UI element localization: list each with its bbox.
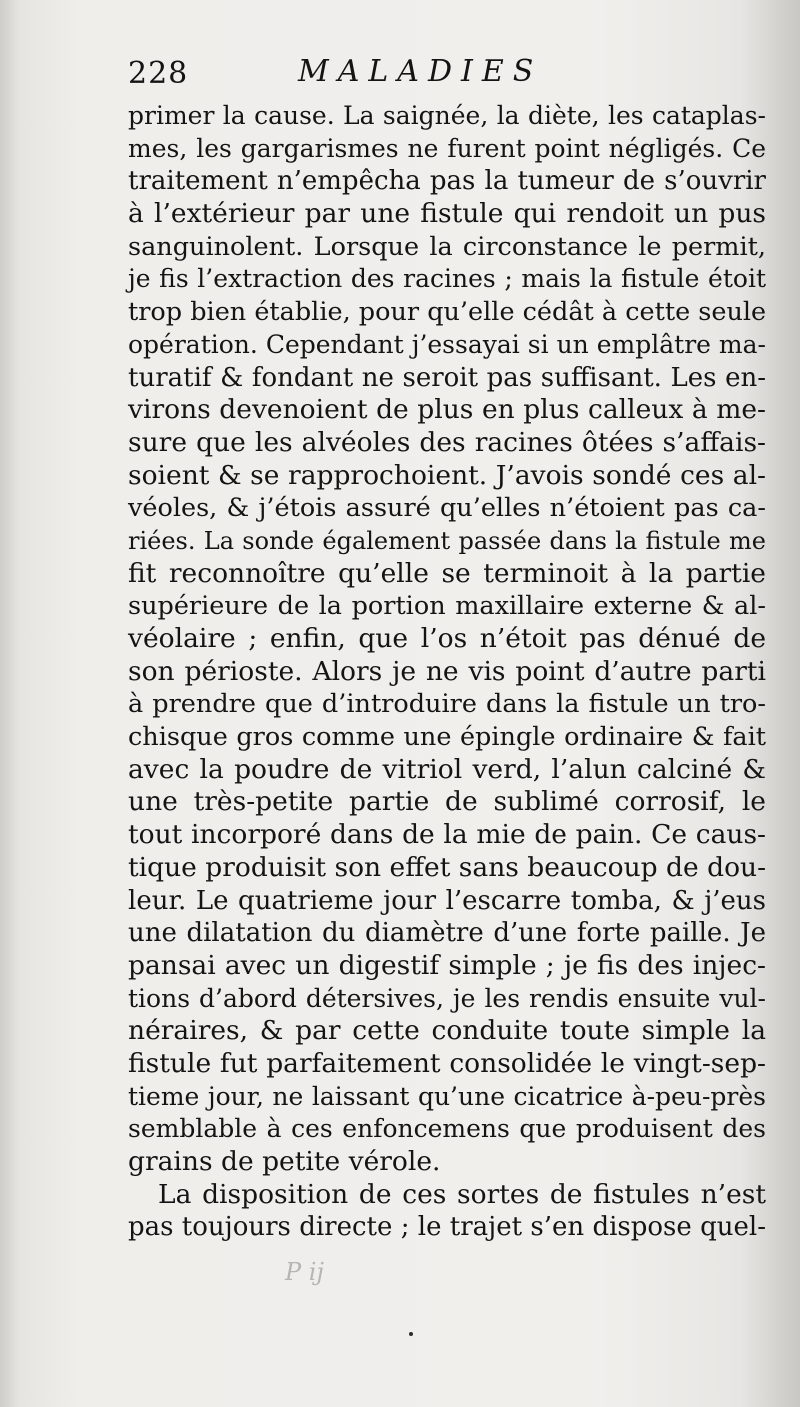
text-line: avec la poudre de vitriol verd, l’alun calciné & [128, 753, 766, 785]
text-line: turatif & fondant ne seroit pas suffisant. Les en- [128, 362, 766, 393]
text-line: tieme jour, ne laissant qu’une cicatrice à-peu-près [128, 1081, 766, 1111]
text-line: une très-petite partie de sublimé corrosif, le [128, 786, 766, 818]
text-line: fit reconnoître qu’elle se terminoit à la partie [128, 557, 766, 589]
text-line: primer la cause. La saignée, la diète, les cataplas- [128, 101, 766, 130]
text-line: pas toujours directe ; le trajet s’en dispose quel- [128, 1212, 766, 1243]
text-line: supérieure de la portion maxillaire externe & al- [128, 591, 766, 622]
text-line: à prendre que d’introduire dans la fistule un tro- [128, 689, 766, 720]
text-line: à l’extérieur par une fistule qui rendoit un pus [128, 198, 766, 230]
text-line: opération. Cependant j’essayai si un emplâtre ma- [128, 329, 766, 359]
text-line: fistule fut parfaitement consolidée le vingt-sep- [128, 1047, 766, 1079]
text-line: pansai avec un digestif simple ; je fis des injec- [128, 949, 766, 981]
text-line: véolaire ; enfin, que l’os n’étoit pas dénué de [128, 623, 766, 654]
text-line: sure que les alvéoles des racines ôtées s’affais- [128, 426, 766, 458]
page-number: 228 [128, 56, 189, 91]
text-line: tout incorporé dans de la mie de pain. Ce caus- [128, 819, 766, 851]
text-line: riées. La sonde également passée dans la fistule me [128, 526, 766, 555]
text-line: je fis l’extraction des racines ; mais la fistule étoit [128, 264, 766, 294]
text-line: tique produisit son effet sans beaucoup de dou- [128, 851, 767, 883]
running-head: MALADIES [298, 54, 543, 89]
text-line: sanguinolent. Lorsque la circonstance le permit, [128, 231, 766, 262]
text-line: traitement n’empêcha pas la tumeur de s’ouvrir [128, 166, 766, 197]
ink-speck [409, 1332, 413, 1336]
page-header [128, 52, 768, 98]
paragraph-end-line: grains de petite vérole. [128, 1146, 441, 1177]
text-line: néraires, & par cette conduite toute simple la [128, 1015, 766, 1047]
text-line: une dilatation du diamètre d’une forte paille. Je [128, 918, 766, 949]
text-line: leur. Le quatrieme jour l’escarre tomba, & j’eus [128, 885, 766, 916]
text-line: véoles, & j’étois assuré qu’elles n’étoient pas ca- [128, 493, 766, 524]
text-line: son périoste. Alors je ne vis point d’autre parti [128, 655, 766, 687]
text-line: mes, les gargarismes ne furent point négligés. Ce [128, 133, 766, 163]
body-text [128, 100, 766, 1244]
text-line: semblable à ces enfoncemens que produisent des [128, 1114, 766, 1144]
text-line: chisque gros comme une épingle ordinaire & fait [128, 722, 766, 753]
printer-signature: P ij [285, 1258, 324, 1286]
text-line: tions d’abord détersives, je les rendis ensuite vul- [128, 983, 766, 1013]
text-line: virons devenoient de plus en plus calleux à me- [128, 394, 766, 426]
text-line: soient & se rapprochoient. J’avois sondé ces al- [128, 459, 766, 491]
paragraph-start-line: La disposition de ces sortes de fistules n’est [158, 1178, 766, 1210]
text-line: trop bien établie, pour qu’elle cédât à cette seule [128, 297, 767, 328]
